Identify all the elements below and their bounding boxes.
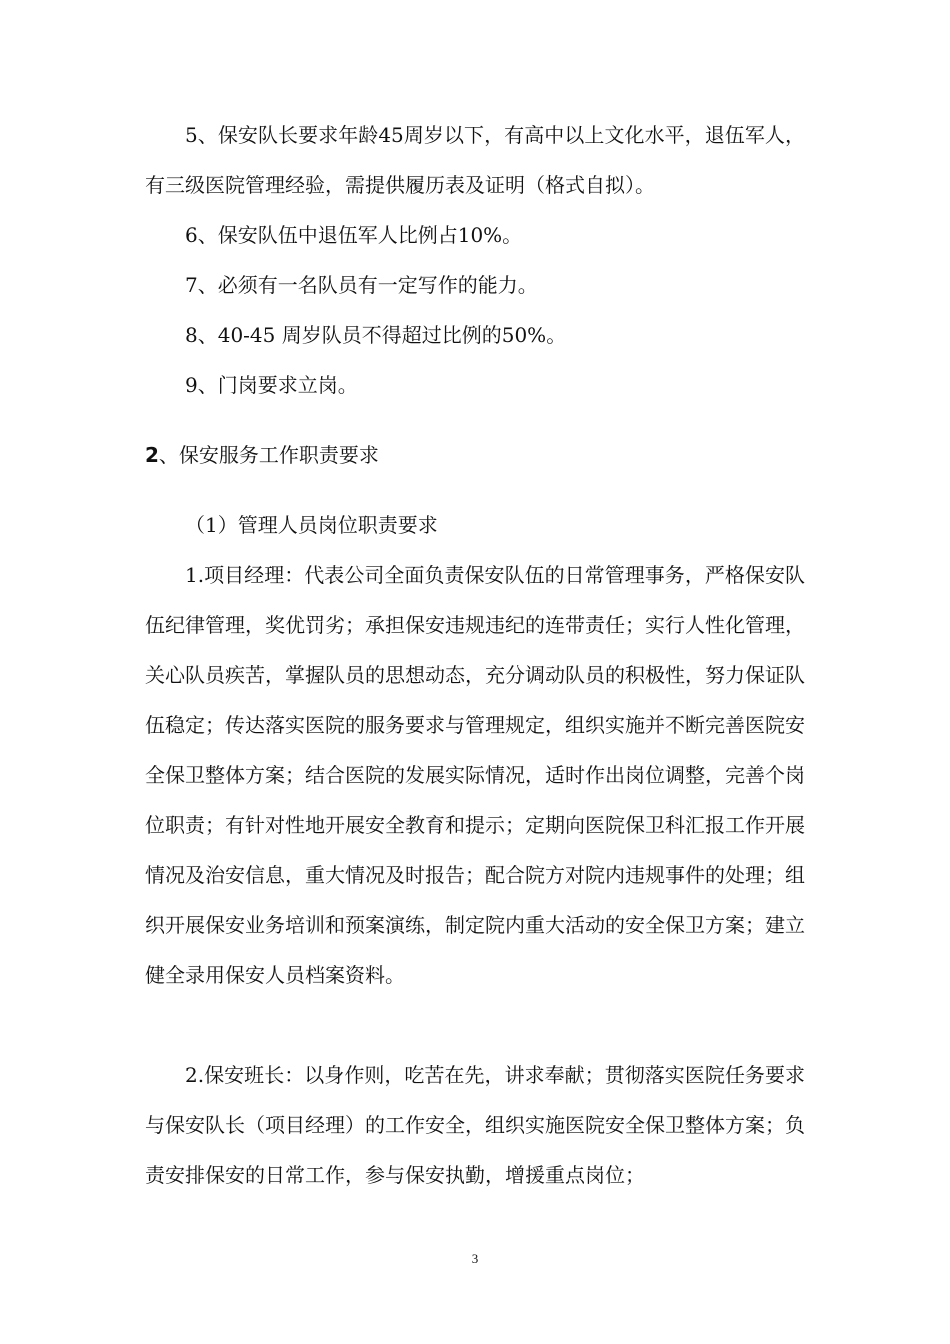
page-number: 3 xyxy=(471,1251,479,1266)
section-number: 2 xyxy=(145,443,159,467)
section-heading xyxy=(145,430,805,480)
subsection-heading: （1）管理人员岗位职责要求 xyxy=(185,513,438,537)
section-title: 、保安服务工作职责要求 xyxy=(158,443,379,467)
requirement-item-6: 6、保安队伍中退伍军人比例占10%。 xyxy=(185,223,523,247)
requirement-item-7: 7、必须有一名队员有一定写作的能力。 xyxy=(185,273,538,297)
requirement-item-8: 8、40-45 周岁队员不得超过比例的50%。 xyxy=(185,323,567,347)
squad-leader-duties: 2.保安班长：以身作则，吃苦在先，讲求奉献；贯彻落实医院任务要求与保安队长（项目经理）的工作安全，组织实施医院安全保卫整体方案；负责安排保安的日常工作，参与保安执勤，增援重点岗位； xyxy=(145,1063,805,1187)
requirement-item-9: 9、门岗要求立岗。 xyxy=(185,373,358,397)
requirement-item-5: 5、保安队长要求年龄45周岁以下，有高中以上文化水平，退伍军人，有三级医院管理经验，需提供履历表及证明（格式自拟）。 xyxy=(145,123,805,197)
project-manager-duties: 1.项目经理：代表公司全面负责保安队伍的日常管理事务，严格保安队伍纪律管理，奖优罚劣；承担保安违规违纪的连带责任；实行人性化管理，关心队员疾苦，掌握队员的思想动态，充分调动队员的积极性，努力保证队伍稳定；传达落实医院的服务要求与管理规定，组织实施并不断完善医院安全保卫整体方案；结合医院的发展实际情况，适时作出岗位调整，完善个岗位职责；有针对性地开展安全教育和提示；定期向医院保卫科汇报工作开展情况及治安信息，重大情况及时报告；配合院方对院内违规事件的处理；组织开展保安业务培训和预案演练，制定院内重大活动的安全保卫方案；建立健全录用保安人员档案资料。 xyxy=(145,563,805,987)
